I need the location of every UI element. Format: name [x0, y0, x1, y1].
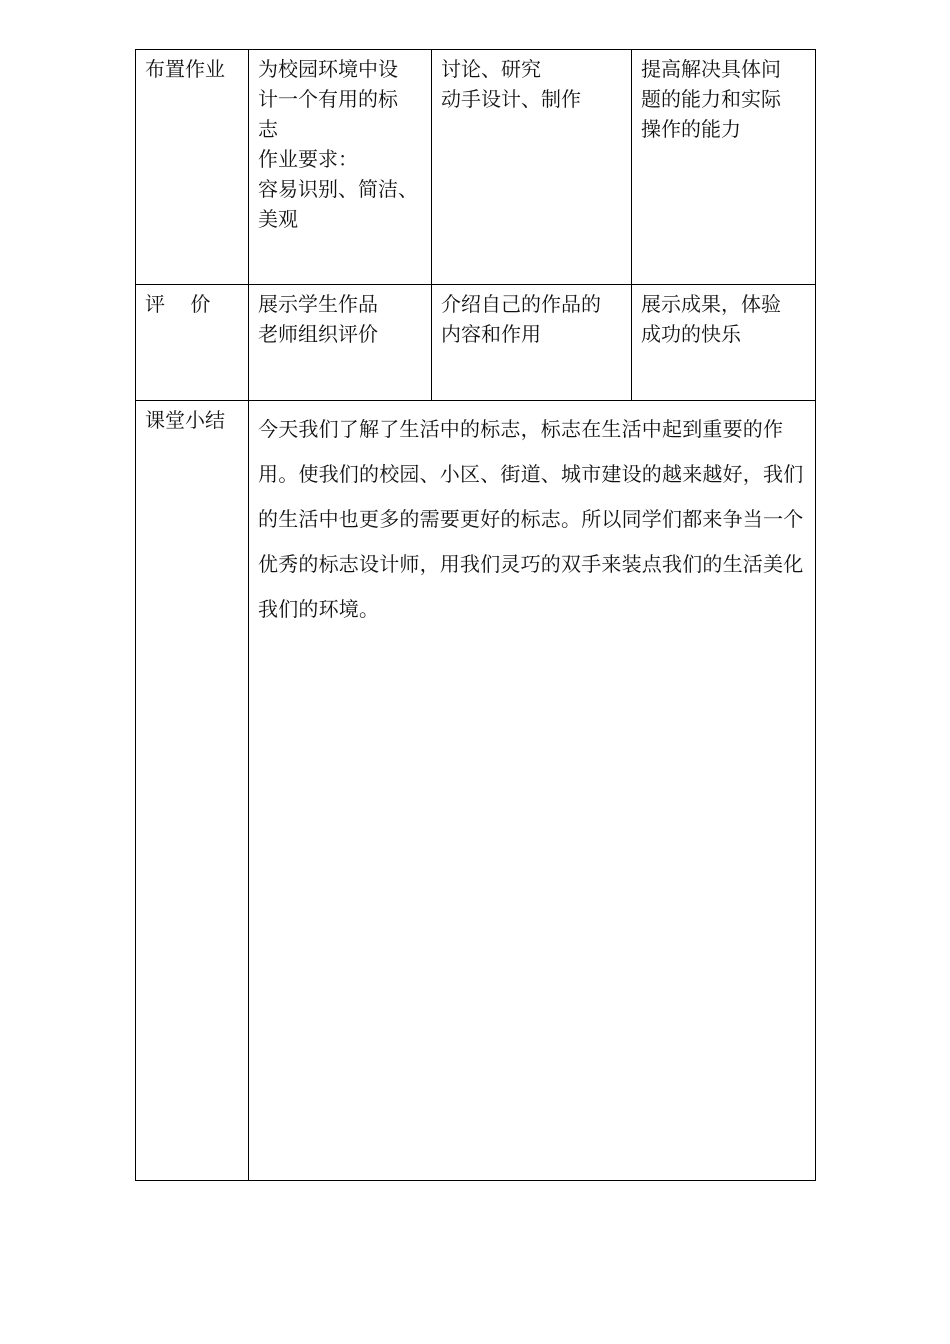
lesson-plan-table [135, 49, 816, 1181]
student-line: 动手设计、制作 [441, 87, 581, 111]
purpose-line: 展示成果，体验 [641, 292, 781, 316]
student-line: 讨论、研究 [441, 57, 541, 81]
purpose-line: 成功的快乐 [641, 322, 741, 346]
purpose-line: 操作的能力 [641, 117, 741, 141]
student-activity-cell [432, 50, 632, 285]
summary-text: 今天我们了解了生活中的标志，标志在生活中起到重要的作用。使我们的校园、小区、街道、城市建设的越来越好，我们的生活中也更多的需要更好的标志。所以同学们都来争当一个优秀的标志设计师，用我们灵巧的双手来装点我们的生活美化我们的环境。 [258, 417, 804, 621]
teacher-line: 美观 [258, 207, 298, 231]
row-label: 课堂小结 [145, 408, 225, 432]
purpose-line: 提高解决具体问 [641, 57, 781, 81]
teacher-line: 展示学生作品 [258, 292, 378, 316]
student-activity-cell [432, 285, 632, 401]
table-row-homework [136, 50, 816, 285]
row-label: 评 价 [145, 292, 211, 316]
row-label-cell [136, 285, 249, 401]
row-label: 布置作业 [145, 57, 225, 81]
purpose-cell [632, 285, 816, 401]
teacher-line: 容易识别、简洁、 [258, 177, 418, 201]
summary-cell [249, 401, 816, 1181]
purpose-line: 题的能力和实际 [641, 87, 781, 111]
teacher-line: 为校园环境中设 [258, 57, 398, 81]
student-line: 介绍自己的作品的 [441, 292, 601, 316]
teacher-line: 作业要求： [258, 147, 358, 171]
teacher-activity-cell [249, 50, 432, 285]
purpose-cell [632, 50, 816, 285]
table-row-evaluation [136, 285, 816, 401]
teacher-line: 老师组织评价 [258, 322, 378, 346]
row-label-cell [136, 401, 249, 1181]
row-label-cell [136, 50, 249, 285]
student-line: 内容和作用 [441, 322, 541, 346]
teacher-activity-cell [249, 285, 432, 401]
teacher-line: 计一个有用的标 [258, 87, 398, 111]
table-row-summary [136, 401, 816, 1181]
teacher-line: 志 [258, 117, 278, 141]
